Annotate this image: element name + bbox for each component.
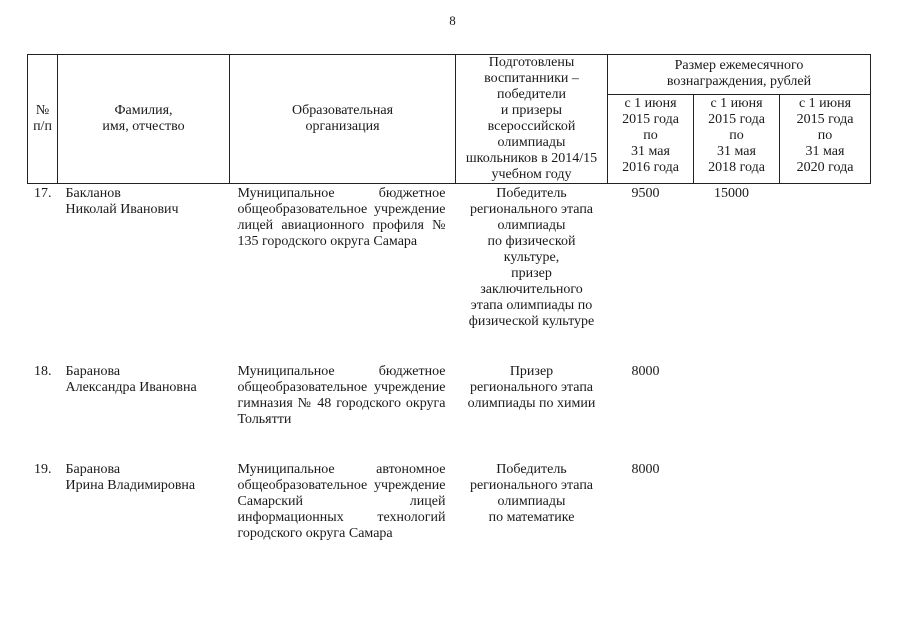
- amount-2020: [780, 330, 871, 428]
- achievement-line: Победитель: [496, 462, 567, 477]
- row-number: 19.: [34, 462, 52, 477]
- header-prepared-line: всероссийской: [487, 119, 576, 134]
- header-organization-line: организация: [305, 119, 380, 134]
- header-period-line: 2016 года: [622, 160, 679, 175]
- achievement-line: олимпиады: [497, 494, 566, 509]
- header-prepared-line: учебном году: [491, 167, 572, 182]
- surname: Баранова: [65, 462, 121, 477]
- header-period-line: по: [817, 128, 833, 143]
- organization: Муниципальное автономное общеобразовательное учреждение Самарский лицей информационных технологий городского округа Самара: [237, 462, 446, 541]
- header-prepared-line: школьников в 2014/15: [465, 151, 598, 166]
- amount-2020: [780, 428, 871, 542]
- header-name-line: имя, отчество: [102, 119, 185, 134]
- table-row: [28, 330, 871, 428]
- header-organization: [230, 55, 456, 184]
- given-names: Николай Иванович: [65, 202, 179, 217]
- amount-2018: 15000: [714, 186, 749, 201]
- achievement-line: регионального этапа: [469, 478, 594, 493]
- achievement-line: призер: [511, 266, 552, 281]
- achievement-line: культуре,: [503, 250, 560, 265]
- header-period-line: с 1 июня: [710, 96, 763, 111]
- person-name: [58, 330, 230, 428]
- surname: Бакланов: [65, 186, 121, 201]
- header-period-2020: [780, 95, 871, 184]
- header-period-line: 31 мая: [717, 144, 756, 159]
- given-names: Ирина Владимировна: [65, 478, 196, 493]
- header-prepared-line: Подготовлены: [488, 55, 575, 70]
- achievement-line: Призер: [509, 364, 554, 379]
- header-period-line: 31 мая: [805, 144, 845, 159]
- amount-2016: 8000: [631, 462, 660, 477]
- achievement-line: по математике: [488, 510, 575, 525]
- header-name-line: Фамилия,: [114, 103, 173, 118]
- amount-2016: 9500: [631, 186, 660, 201]
- achievement-line: по физической: [487, 234, 576, 249]
- achievement-line: заключительного: [480, 282, 583, 297]
- achievement-line: олимпиады по химии: [467, 396, 596, 411]
- achievement: [456, 330, 608, 428]
- header-prepared-line: победители: [497, 87, 566, 102]
- header-prepared-line: воспитанники –: [484, 71, 579, 86]
- table-row: [28, 184, 871, 331]
- achievement-line: Победитель: [496, 186, 567, 201]
- person-name: [58, 184, 230, 331]
- award-table: [27, 54, 871, 542]
- header-period-line: 31 мая: [631, 144, 670, 159]
- achievement: [456, 428, 608, 542]
- header-award-size-line: вознаграждения, рублей: [666, 74, 812, 89]
- table-row: [28, 428, 871, 542]
- achievement-line: этапа олимпиады по: [470, 298, 593, 313]
- amount-2020: [780, 184, 871, 331]
- achievement-line: регионального этапа: [469, 380, 594, 395]
- achievement: [456, 184, 608, 331]
- person-name: [58, 428, 230, 542]
- table-header: [28, 55, 871, 184]
- header-prepared-line: и призеры: [500, 103, 563, 118]
- header-period-line: с 1 июня: [798, 96, 852, 111]
- header-period-2018: [694, 95, 780, 184]
- achievement-line: физической культуре: [468, 314, 595, 329]
- amount-2018: [694, 330, 780, 428]
- header-period-line: 2015 года: [708, 112, 765, 127]
- header-name: [58, 55, 230, 184]
- achievement-line: олимпиады: [497, 218, 566, 233]
- header-prepared-line: олимпиады: [497, 135, 566, 150]
- header-period-line: 2018 года: [708, 160, 765, 175]
- table-body: [28, 184, 871, 543]
- row-number: 18.: [34, 364, 52, 379]
- amount-2018: [694, 428, 780, 542]
- header-period-line: 2020 года: [796, 160, 854, 175]
- header-period-line: с 1 июня: [624, 96, 677, 111]
- header-period-line: 2015 года: [622, 112, 679, 127]
- given-names: Александра Ивановна: [65, 380, 197, 395]
- header-num: [28, 55, 58, 184]
- header-period-line: по: [729, 128, 744, 143]
- header-award-size: [608, 55, 871, 95]
- page-number: 8: [449, 13, 456, 28]
- header-num-line: п/п: [33, 119, 52, 134]
- header-prepared: [456, 55, 608, 184]
- header-period-line: 2015 года: [796, 112, 854, 127]
- organization: Муниципальное бюджетное общеобразовательное учреждение гимназия № 48 городского округа Тольятти: [237, 364, 446, 427]
- organization: Муниципальное бюджетное общеобразовательное учреждение лицей авиационного профиля № 135 городского округа Самара: [237, 186, 446, 249]
- header-period-line: по: [643, 128, 658, 143]
- header-organization-line: Образовательная: [291, 103, 394, 118]
- header-num-line: №: [35, 103, 50, 118]
- row-number: 17.: [34, 186, 52, 201]
- achievement-line: регионального этапа: [469, 202, 594, 217]
- header-period-2016: [608, 95, 694, 184]
- surname: Баранова: [65, 364, 121, 379]
- amount-2016: 8000: [631, 364, 660, 379]
- header-award-size-line: Размер ежемесячного: [674, 58, 804, 73]
